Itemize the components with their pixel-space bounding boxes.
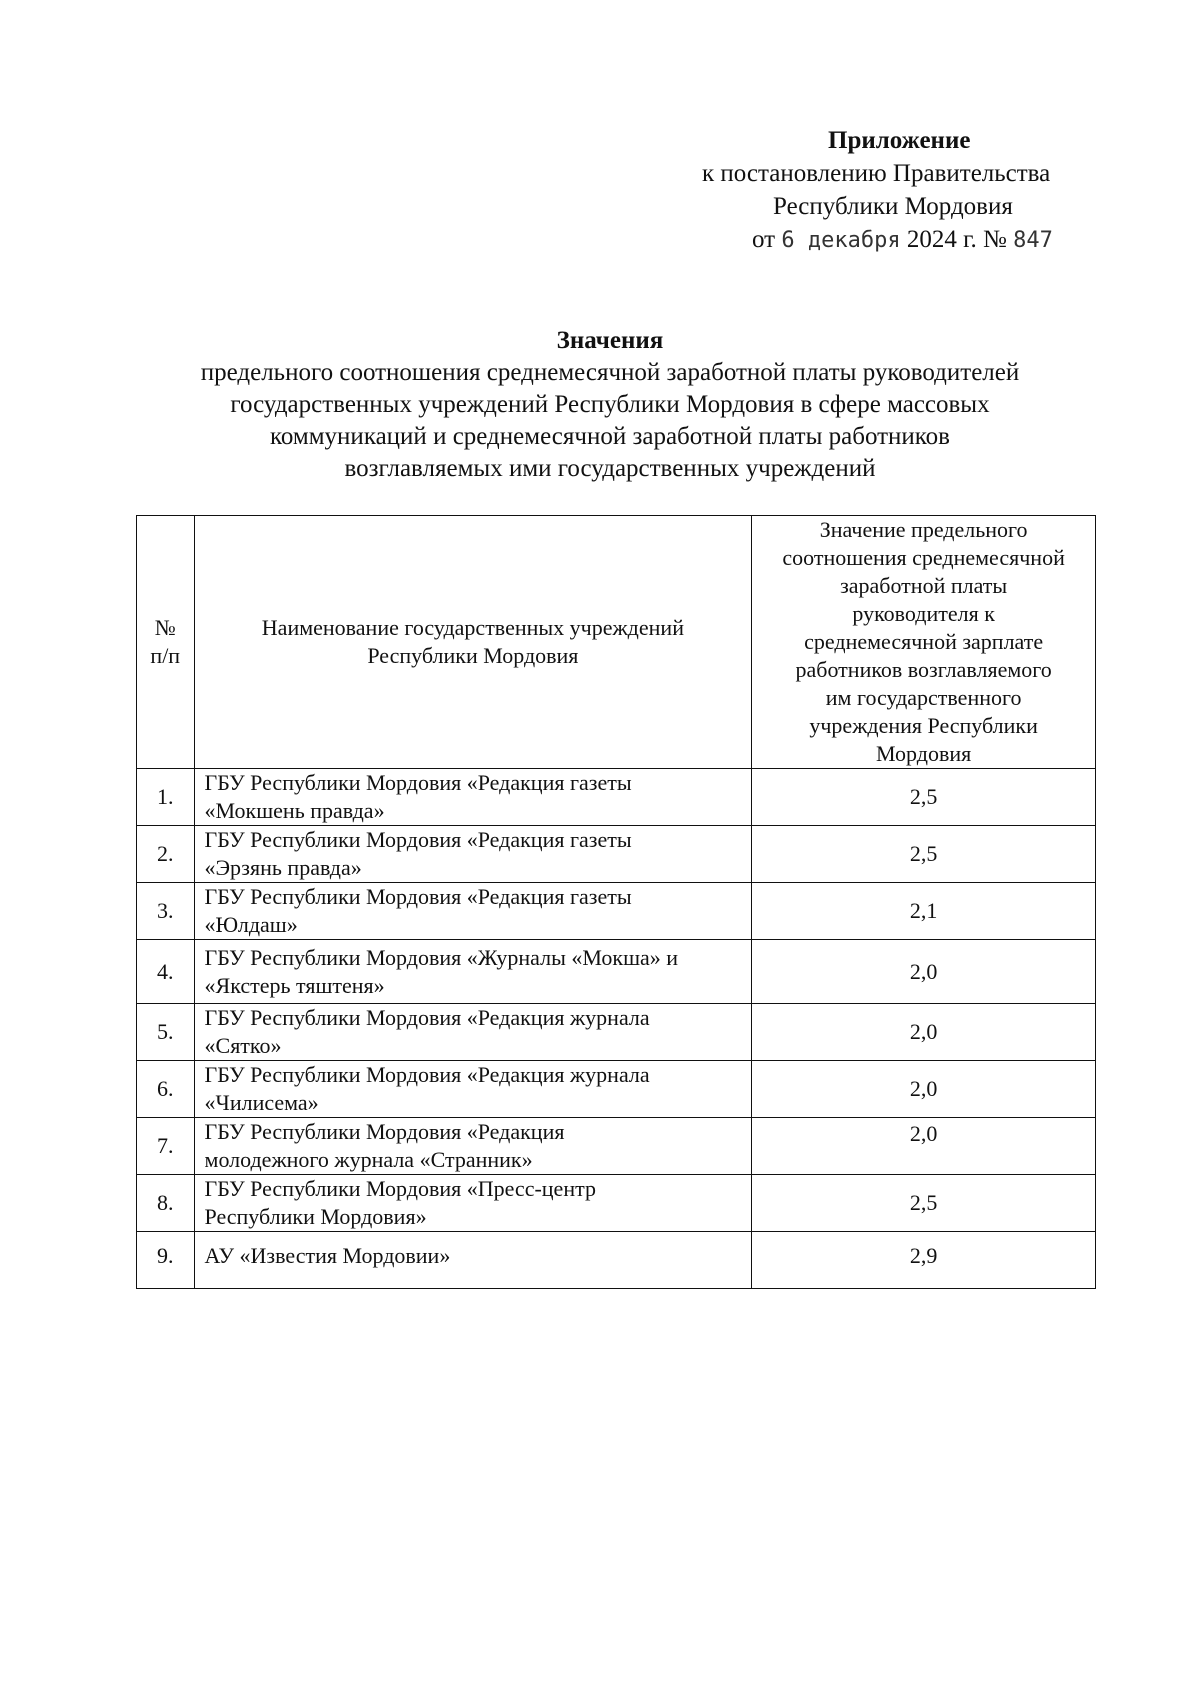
document-heading [130,325,1090,485]
row-name [194,1118,752,1175]
appendix-block [690,124,1170,257]
heading-line-3: коммуникаций и среднемесячной заработной платы работников [270,423,950,450]
table-row [137,883,1096,940]
row-name-line: ГБУ Республики Мордовия «Пресс-центр [204,1176,596,1201]
row-name [194,826,752,883]
row-name [194,1232,752,1289]
appendix-line-1: к постановлению Правительства [702,160,1051,187]
row-name-line: ГБУ Республики Мордовия «Редакция газеты [204,770,632,795]
table-row [137,1061,1096,1118]
row-num: 9. [137,1232,195,1289]
row-name-line: ГБУ Республики Мордовия «Редакция газеты [204,884,632,909]
row-value: 2,1 [752,883,1096,940]
header-value-line: им государственного [825,685,1022,710]
heading-line-4: возглавляемых ими государственных учреждений [344,455,876,482]
header-value-line: учреждения Республики [809,713,1038,738]
row-value: 2,0 [752,1004,1096,1061]
row-value: 2,0 [752,1061,1096,1118]
row-name [194,883,752,940]
heading-line-1: предельного соотношения среднемесячной заработной платы руководителей [200,359,1020,386]
row-num: 5. [137,1004,195,1061]
row-name-line: «Эрзянь правда» [204,855,362,880]
table-row [137,1004,1096,1061]
row-name-line: «Мокшень правда» [204,798,385,823]
header-value-line: заработной платы [840,573,1008,598]
header-name-line: Республики Мордовия [367,643,579,668]
header-value-line: среднемесячной зарплате [804,629,1044,654]
row-name-line: АУ «Известия Мордовии» [204,1243,451,1268]
heading-title: Значения [556,327,664,354]
row-num: 1. [137,769,195,826]
header-value [752,516,1096,769]
table-row [137,769,1096,826]
row-name-line: Республики Мордовия» [204,1204,427,1229]
header-num [137,516,195,769]
row-num: 3. [137,883,195,940]
row-name-line: молодежного журнала «Странник» [204,1147,533,1172]
header-value-line: соотношения среднемесячной [782,545,1065,570]
row-num: 7. [137,1118,195,1175]
row-name-line: «Юлдаш» [204,912,298,937]
row-value: 2,5 [752,826,1096,883]
year-label: 2024 г. № [906,226,1007,253]
table-row [137,940,1096,1004]
row-value: 2,9 [752,1232,1096,1289]
row-value: 2,0 [752,940,1096,1004]
row-name [194,1061,752,1118]
row-value: 2,0 [752,1118,1096,1175]
header-value-line: Значение предельного [819,517,1028,542]
row-num: 6. [137,1061,195,1118]
values-table [136,515,1096,1289]
table-row [137,1232,1096,1289]
row-name-line: «Сятко» [204,1033,282,1058]
row-name [194,1175,752,1232]
row-num: 4. [137,940,195,1004]
row-name-line: ГБУ Республики Мордовия «Редакция журнала [204,1005,650,1030]
row-name [194,1004,752,1061]
appendix-line-2: Республики Мордовия [773,193,1013,220]
header-value-line: Мордовия [876,741,972,766]
row-num: 2. [137,826,195,883]
heading-line-2: государственных учреждений Республики Мордовия в сфере массовых [230,391,990,418]
row-name-line: «Якстерь тяштеня» [204,972,385,998]
table-row [137,826,1096,883]
header-name [194,516,752,769]
row-name-line: ГБУ Республики Мордовия «Редакция газеты [204,827,632,852]
appendix-title: Приложение [828,127,971,154]
row-name [194,940,752,1004]
date-handwritten: 6 декабря [781,228,901,253]
row-name-line: ГБУ Республики Мордовия «Редакция журнала [204,1062,650,1087]
header-num-line: п/п [150,643,181,668]
header-num-line: № [154,615,176,640]
row-name-line: ГБУ Республики Мордовия «Редакция [204,1119,565,1144]
row-num: 8. [137,1175,195,1232]
header-value-line: руководителя к [852,601,995,626]
header-value-line: работников возглавляемого [795,657,1052,682]
table-row [137,1175,1096,1232]
document-number: 847 [1013,228,1053,253]
header-name-line: Наименование государственных учреждений [261,615,684,640]
date-prefix: от [752,226,776,253]
row-value: 2,5 [752,1175,1096,1232]
row-name [194,769,752,826]
table-row [137,1118,1096,1175]
row-value: 2,5 [752,769,1096,826]
row-name-line: ГБУ Республики Мордовия «Журналы «Мокша» и [204,944,679,970]
table-header-row [137,516,1096,769]
appendix-date-line [690,223,1170,257]
row-name-line: «Чилисема» [204,1090,319,1115]
